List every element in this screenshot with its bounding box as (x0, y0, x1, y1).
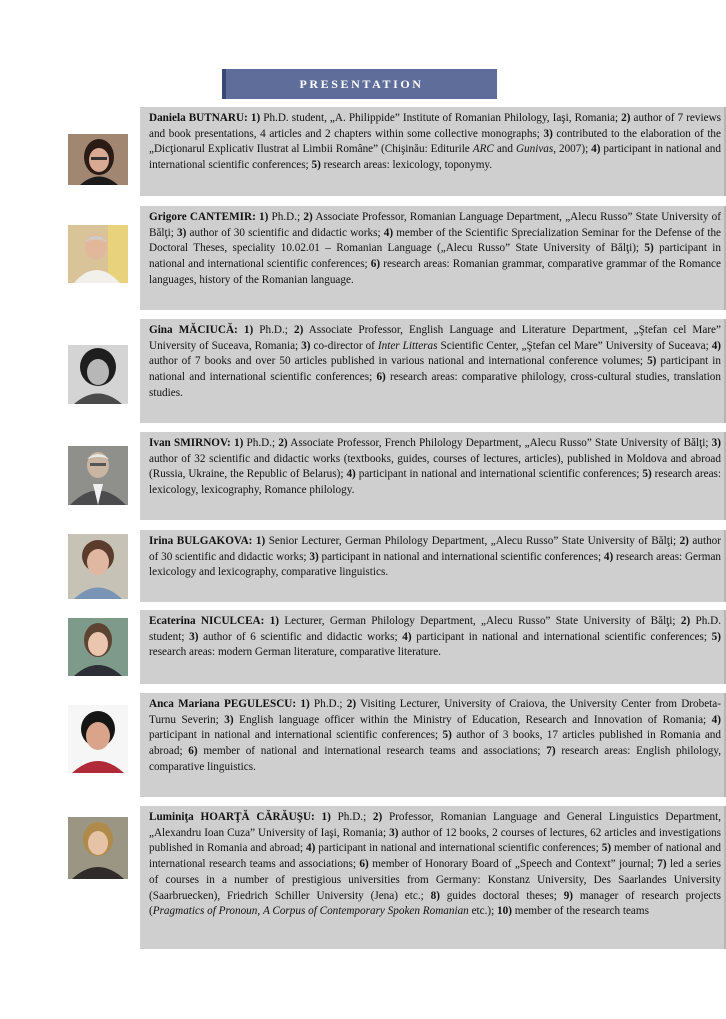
portrait-photo (68, 446, 128, 505)
bio-details: 1) Ph.D.; 2) Associate Professor, French Philology Department, „Alecu Russo” State University of Bălţi; 3) author of 32 scientific and didactic works (textbooks, guides, courses of lectures, articles), published in Moldova and abroad (Russia, Ukraine, the Republic of Belarus); 4) participant in national and international scientific conferences; 5) research areas: lexicology, lexicography, Romance philology. (149, 437, 721, 497)
bio-details: 1) Lecturer, German Philology Department, „Alecu Russo” State University of Bălţi; 2) Ph.D. student; 3) author of 6 scientific and didactic works; 4) participant in national and international scientific conferences; 5) research areas: modern German literature, comparative literature. (149, 615, 721, 659)
bio-text (149, 697, 721, 776)
bio-text (149, 436, 721, 499)
bio-entry-bulgakova (66, 530, 724, 602)
bio-entry-niculcea (66, 610, 724, 684)
portrait-photo (68, 345, 128, 404)
person-name: Luminiţa HOARŢĂ CĂRĂUŞU: (149, 811, 315, 823)
bio-entry-hoarta-carausu (66, 806, 724, 949)
portrait-photo (68, 134, 128, 185)
bio-details: 1) Ph.D.; 2) Visiting Lecturer, University of Craiova, the University Center from Drobeta-Turnu Severin; 3) English language officer within the Ministry of Education, Research and Innovation of Romania; 4) participant in national and international scientific conferences; 5) author of 3 books, 17 articles published in Romania and abroad; 6) member of national and international research teams and associations; 7) research areas: English philology, comparative linguistics. (149, 698, 721, 773)
person-name: Ecaterina NICULCEA: (149, 615, 265, 627)
bio-details: 1) Senior Lecturer, German Philology Department, „Alecu Russo” State University of Bălţi; 2) author of 30 scientific and didactic works; 3) participant in national and international scientific conferences; 4) research areas: German lexicology and lexicography, comparative linguistics. (149, 535, 721, 579)
bio-text (149, 323, 721, 402)
bio-text (149, 210, 721, 289)
bio-entry-pegulescu (66, 693, 724, 797)
portrait-photo (68, 817, 128, 879)
person-name: Daniela BUTNARU: (149, 112, 248, 124)
bio-details: 1) Ph.D.; 2) Professor, Romanian Language and General Linguistics Department, „Alexandru Ioan Cuza” University of Iaşi, Romania; 3) author of 12 books, 2 courses of lectures, 62 articles and investigations published in Romania and abroad; 4) participant in national and international scientific conferences; 5) member of national and international research teams and associations; 6) member of Honorary Board of „Speech and Context” journal; 7) led a series of courses in a number of prestigious universities from Germany: Konstanz University, Des Saarlandes University (Saarbruecken), Friedrich Schiller University (Jena) etc.; 8) guides doctoral theses; 9) manager of research projects (Pragmatics of Pronoun, A Corpus of Contemporary Spoken Romanian etc.); 10) member of the research teams (149, 811, 722, 918)
bio-entry-maciuca (66, 319, 724, 423)
bio-entry-butnaru (66, 107, 724, 196)
bio-details: 1) Ph.D. student, „A. Philippide” Institute of Romanian Philology, Iaşi, Romania; 2) author of 7 reviews and book presentations, 4 articles and 2 chapters within some collective monographs; 3) contributed to the elaboration of the „Dicţionarul Explicativ Ilustrat al Limbii Române” (Chişinău: Editurile ARC and Gunivas, 2007); 4) participant in national and international scientific conferences; 5) research areas: lexicology, toponymy. (149, 112, 721, 172)
bio-text (149, 534, 721, 581)
portrait-photo (68, 534, 128, 599)
bio-details: 1) Ph.D.; 2) Associate Professor, English Language and Literature Department, „Ştefan cel Mare” University of Suceava, Romania; 3) co-director of Inter Litteras Scientific Center, „Ştefan cel Mare” University of Suceava; 4) author of 7 books and over 50 articles published in various national and international conference volumes; 5) participant in national and international scientific conferences; 6) research areas: comparative philology, cross-cultural studies, translation studies. (149, 324, 722, 399)
person-name: Gina MĂCIUCĂ: (149, 324, 238, 336)
portrait-photo (68, 705, 128, 773)
person-name: Anca Mariana PEGULESCU: (149, 698, 297, 710)
person-name: Irina BULGAKOVA: (149, 535, 253, 547)
portrait-photo (68, 225, 128, 283)
presentation-header (222, 69, 497, 99)
person-name: Ivan SMIRNOV: (149, 437, 231, 449)
person-name: Grigore CANTEMIR: (149, 211, 256, 223)
bio-text (149, 111, 721, 174)
bio-entry-smirnov (66, 432, 724, 520)
bio-details: 1) Ph.D.; 2) Associate Professor, Romanian Language Department, „Alecu Russo” State University of Bălţi; 3) author of 30 scientific and didactic works; 4) member of the Scientific Sprecialization Seminar for the Defense of the Doctoral Theses, speciality 10.02.01 – Romanian Language („Alecu Russo” State University of Bălţi); 5) participant in national and international scientific conferences; 6) research areas: Romanian grammar, comparative grammar of the Romance languages, history of the Romanian language. (149, 211, 721, 286)
presentation-title: PRESENTATION (299, 76, 424, 91)
bio-text (149, 614, 721, 661)
bio-entry-cantemir (66, 206, 724, 310)
bio-text (149, 810, 721, 920)
portrait-photo (68, 618, 128, 676)
